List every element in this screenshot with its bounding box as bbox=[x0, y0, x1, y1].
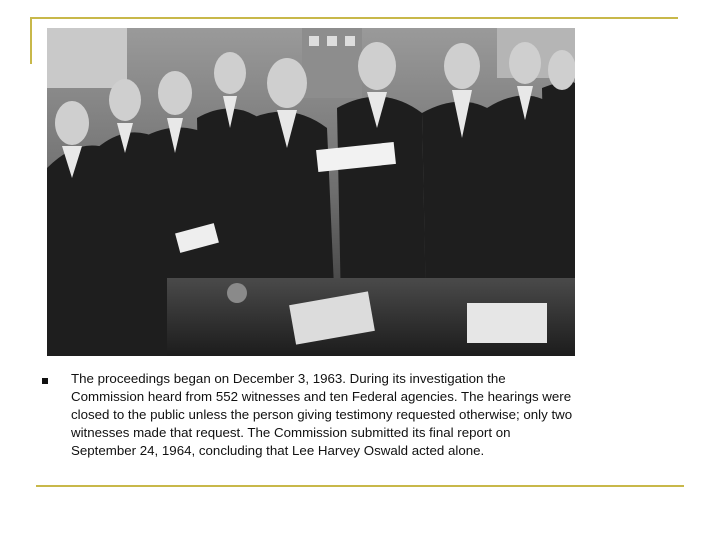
historical-photo bbox=[47, 28, 575, 356]
bullet-line: closed to the public unless the person giving testimony requested otherwise; only two bbox=[71, 407, 573, 422]
bullet-line: witnesses made that request. The Commission submitted its final report on bbox=[71, 425, 511, 440]
bullet-paragraph bbox=[71, 370, 711, 460]
bullet-line: Commission heard from 552 witnesses and ten Federal agencies. The hearings were bbox=[71, 389, 572, 404]
left-rule bbox=[30, 17, 32, 64]
bottom-rule bbox=[36, 485, 684, 487]
photo-illustration bbox=[47, 28, 575, 356]
bullet-line: The proceedings began on December 3, 1963. During its investigation the bbox=[71, 371, 506, 386]
top-rule bbox=[30, 17, 678, 19]
bullet-line: September 24, 1964, concluding that Lee Harvey Oswald acted alone. bbox=[71, 443, 485, 458]
bullet-marker bbox=[42, 378, 48, 384]
